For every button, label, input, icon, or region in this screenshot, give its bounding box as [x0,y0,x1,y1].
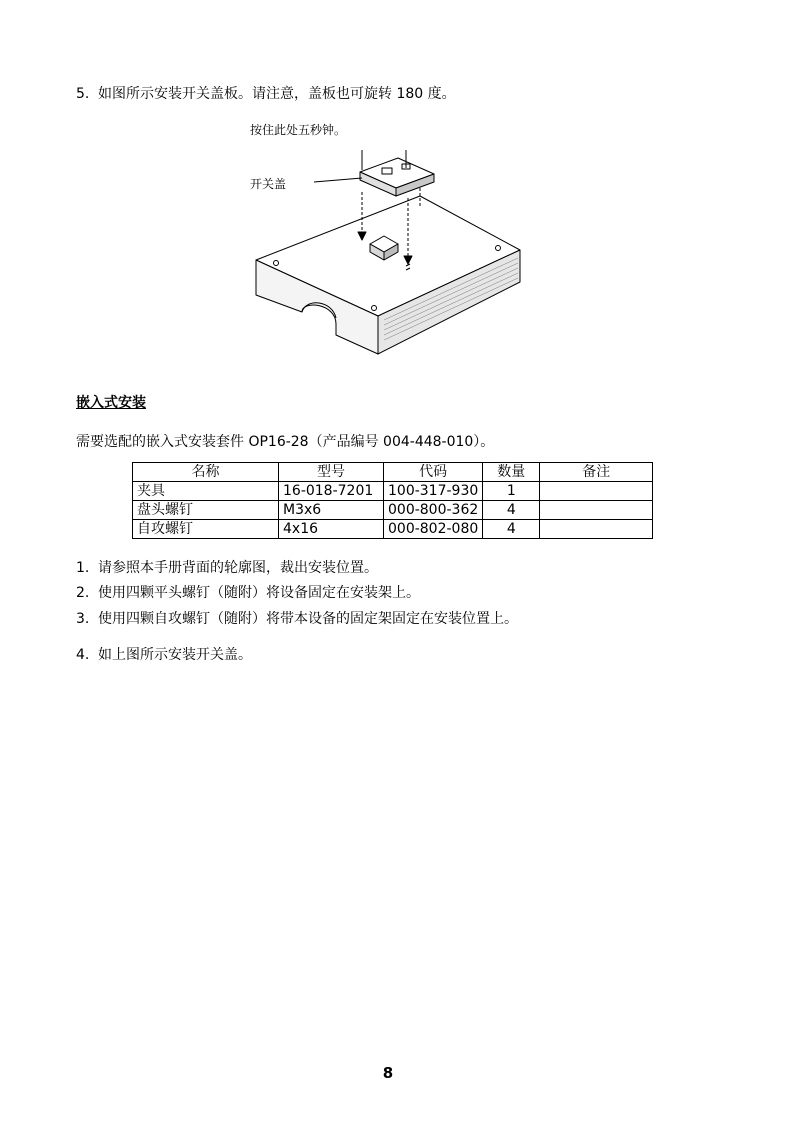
part-name: 盘头螺钉 [133,501,279,520]
part-name: 夹具 [133,482,279,501]
step-5 [76,85,456,103]
part-code: 000-802-080 [384,520,483,539]
part-quantity: 4 [483,520,540,539]
part-name: 自攻螺钉 [133,520,279,539]
step-number: 4. [76,647,90,663]
step-number: 1. [76,560,90,576]
table-header-row [133,463,653,482]
step-text: 如上图所示安装开关盖。 [98,647,252,663]
part-code: 100-317-930 [384,482,483,501]
part-quantity: 1 [483,482,540,501]
step-4 [76,646,252,664]
parts-table [132,462,653,539]
screw-hole [496,246,501,251]
table-row [133,501,653,520]
step-number: 5. [76,86,90,102]
step-text: 使用四颗自攻螺钉（随附）将带本设备的固定架固定在安装位置上。 [98,611,518,627]
step-3 [76,610,518,628]
step-1 [76,559,378,577]
table-row [133,482,653,501]
part-quantity: 4 [483,501,540,520]
table-row [133,520,653,539]
part-note [540,482,653,501]
column-header: 代码 [384,463,483,482]
part-note [540,501,653,520]
step-2 [76,584,420,602]
part-model: M3x6 [279,501,384,520]
part-note [540,520,653,539]
page-number: 8 [382,1064,394,1082]
part-model: 16-018-7201 [279,482,384,501]
screw-hole [372,306,377,311]
screw-hole [274,261,279,266]
step-text: 使用四颗平头螺钉（随附）将设备固定在安装架上。 [98,585,420,601]
part-code: 000-800-362 [384,501,483,520]
kit-requirement: 需要选配的嵌入式安装套件 OP16-28（产品编号 004-448-010）。 [76,434,495,450]
part-model: 4x16 [279,520,384,539]
column-header: 名称 [133,463,279,482]
step-text: 如图所示安装开关盖板。请注意，盖板也可旋转 180 度。 [98,86,456,102]
column-header: 备注 [540,463,653,482]
figure-label-switch-cover: 开关盖 [250,177,287,191]
figure-label-press: 按住此处五秒钟。 [250,123,347,137]
switch-cover-slot [382,168,392,174]
column-header: 数量 [483,463,540,482]
step-number: 3. [76,611,90,627]
column-header: 型号 [279,463,384,482]
switch-cover-installation-illustration [250,140,530,365]
section-heading: 嵌入式安装 [76,395,146,411]
step-text: 请参照本手册背面的轮廓图，裁出安装位置。 [98,560,378,576]
step-number: 2. [76,585,90,601]
label-leader-line [314,178,362,182]
